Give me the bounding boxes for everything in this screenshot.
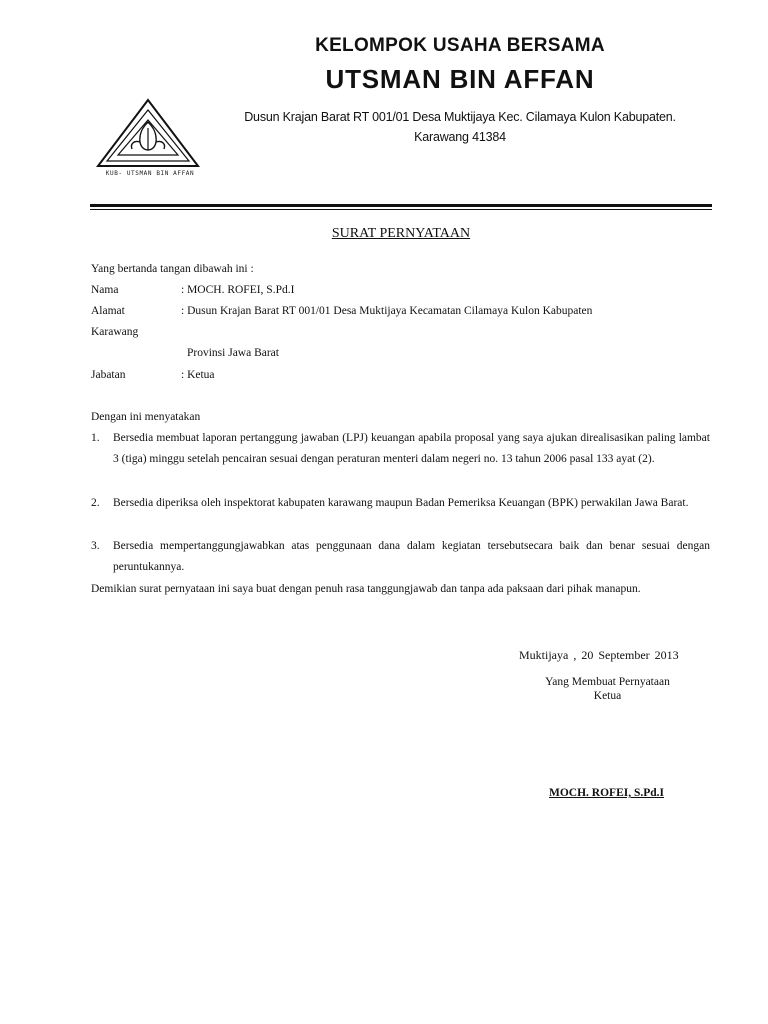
- item-2-number: 2.: [91, 497, 100, 509]
- field-alamat-continuation: Karawang: [91, 326, 139, 338]
- signature-place-date: Muktijaya , 20 September 2013: [519, 648, 679, 662]
- document-title: SURAT PERNYATAAN: [331, 226, 471, 241]
- org-name-line1: KELOMPOK USAHA BERSAMA: [315, 35, 605, 56]
- signature-role-line1: Yang Membuat Pernyataan: [545, 676, 670, 688]
- signature-role-line2: Ketua: [593, 690, 622, 702]
- field-jabatan-value: : Ketua: [181, 369, 215, 381]
- logo-caption: KUB- UTSMAN BIN AFFAN: [105, 170, 195, 177]
- letterhead-divider-thin: [90, 209, 712, 210]
- org-address-line1: Dusun Krajan Barat RT 001/01 Desa Muktijaya Kec. Cilamaya Kulon Kabupaten.: [244, 110, 676, 124]
- statement-intro: Dengan ini menyatakan: [91, 411, 201, 423]
- closing-paragraph: Demikian surat pernyataan ini saya buat dengan penuh rasa tanggungjawab dan tanpa ada paksaan dari pihak manapun.: [91, 583, 641, 595]
- letterhead-divider-thick: [90, 204, 712, 207]
- field-nama-label: Nama: [91, 284, 119, 296]
- signature-name: MOCH. ROFEI, S.Pd.I: [549, 787, 665, 799]
- item-1-number: 1.: [91, 432, 100, 444]
- field-alamat-value: : Dusun Krajan Barat RT 001/01 Desa Muktijaya Kecamatan Cilamaya Kulon Kabupaten: [181, 305, 593, 317]
- field-jabatan-label: Jabatan: [91, 369, 126, 381]
- item-1-text: Bersedia membuat laporan pertanggung jawaban (LPJ) keuangan apabila proposal yang saya ajukan direalisasikan paling lambat 3 (tiga) minggu setelah pencairan sesuai dengan peraturan menteri dalam negeri no. 13 tahun 2006 pasal 133 ayat (2).: [113, 432, 710, 465]
- org-address-line2: Karawang 41384: [414, 130, 506, 144]
- intro-text: Yang bertanda tangan dibawah ini :: [91, 263, 254, 275]
- item-2-text: Bersedia diperiksa oleh inspektorat kabupaten karawang maupun Badan Pemeriksa Keuangan (BPK) perwakilan Jawa Barat.: [113, 497, 689, 509]
- org-name-line2: UTSMAN BIN AFFAN: [325, 64, 595, 94]
- item-3-number: 3.: [91, 540, 100, 552]
- field-alamat-province: Provinsi Jawa Barat: [187, 347, 279, 359]
- field-nama-value: : MOCH. ROFEI, S.Pd.I: [181, 284, 295, 296]
- item-3-text: Bersedia mempertanggungjawabkan atas penggunaan dana dalam kegiatan tersebutsecara baik dan benar sesuai dengan peruntukannya.: [113, 540, 710, 573]
- field-alamat-label: Alamat: [91, 305, 125, 317]
